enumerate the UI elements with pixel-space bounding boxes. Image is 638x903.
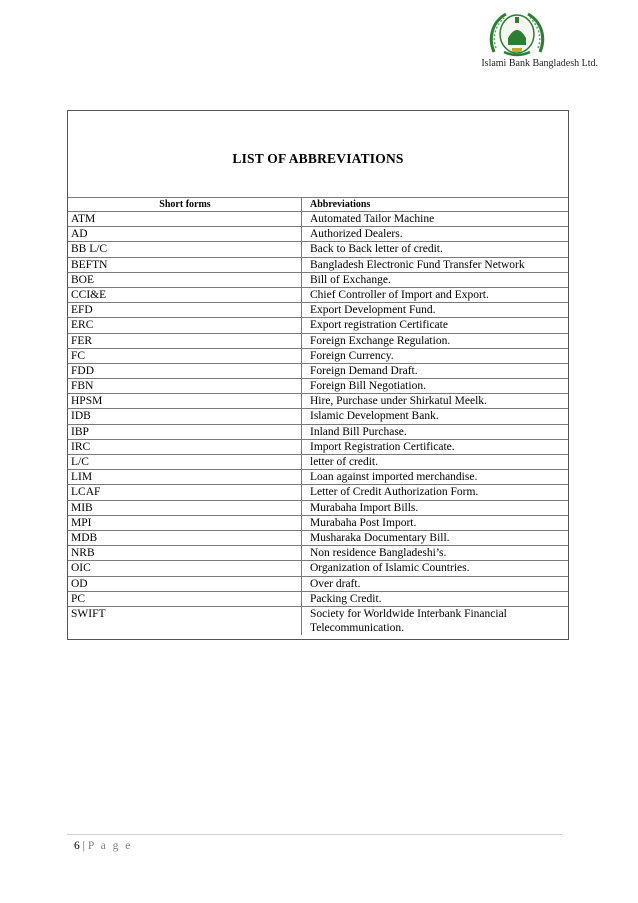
short-form-cell: BOE: [68, 272, 302, 287]
short-form-cell: EFD: [68, 303, 302, 318]
table-row: [68, 515, 568, 530]
table-row: [68, 409, 568, 424]
page-number: 6: [74, 840, 80, 852]
table-header-row: [68, 198, 568, 212]
short-form-cell: ERC: [68, 318, 302, 333]
abbreviation-cell: Non residence Bangladeshi’s.: [302, 546, 569, 561]
table-row: [68, 287, 568, 302]
table-row: [68, 363, 568, 378]
table-row: [68, 470, 568, 485]
table-row: [68, 303, 568, 318]
table-row: [68, 348, 568, 363]
abbreviation-cell: Inland Bill Purchase.: [302, 424, 569, 439]
abbreviation-cell: Foreign Exchange Regulation.: [302, 333, 569, 348]
table-row: [68, 500, 568, 515]
bank-name: Islami Bank Bangladesh Ltd.: [481, 58, 598, 69]
table-row: [68, 485, 568, 500]
table-row: [68, 424, 568, 439]
short-form-cell: SWIFT: [68, 606, 302, 635]
abbreviation-cell: letter of credit.: [302, 455, 569, 470]
abbreviations-table: [68, 197, 568, 635]
abbreviation-cell: Import Registration Certificate.: [302, 439, 569, 454]
table-row: [68, 333, 568, 348]
table-row: [68, 212, 568, 227]
short-form-cell: CCI&E: [68, 287, 302, 302]
short-form-cell: FER: [68, 333, 302, 348]
abbreviation-cell: Export registration Certificate: [302, 318, 569, 333]
column-header-short-forms: Short forms: [68, 198, 302, 212]
abbreviation-cell: Back to Back letter of credit.: [302, 242, 569, 257]
table-row: [68, 318, 568, 333]
abbreviation-cell: Organization of Islamic Countries.: [302, 561, 569, 576]
short-form-cell: MIB: [68, 500, 302, 515]
abbreviation-cell: Chief Controller of Import and Export.: [302, 287, 569, 302]
footer-separator: |: [82, 840, 85, 852]
abbreviation-cell: Islamic Development Bank.: [302, 409, 569, 424]
short-form-cell: NRB: [68, 546, 302, 561]
short-form-cell: MPI: [68, 515, 302, 530]
short-form-cell: AD: [68, 227, 302, 242]
short-form-cell: LCAF: [68, 485, 302, 500]
page-title: LIST OF ABBREVIATIONS: [232, 151, 404, 166]
table-row: [68, 227, 568, 242]
table-row: [68, 455, 568, 470]
abbreviation-cell: Foreign Currency.: [302, 348, 569, 363]
abbreviation-cell: Over draft.: [302, 576, 569, 591]
table-row: [68, 546, 568, 561]
table-row: [68, 379, 568, 394]
short-form-cell: BEFTN: [68, 257, 302, 272]
short-form-cell: MDB: [68, 530, 302, 545]
table-row: [68, 257, 568, 272]
table-row: [68, 576, 568, 591]
table-row: [68, 242, 568, 257]
footer-divider: [67, 834, 562, 835]
abbreviation-cell: Murabaha Import Bills.: [302, 500, 569, 515]
abbreviation-cell: Loan against imported merchandise.: [302, 470, 569, 485]
short-form-cell: IRC: [68, 439, 302, 454]
short-form-cell: IDB: [68, 409, 302, 424]
abbreviation-cell: Society for Worldwide Interbank Financial Telecommunication.: [302, 606, 569, 635]
abbreviation-cell: Packing Credit.: [302, 591, 569, 606]
page-label: P a g e: [87, 840, 133, 852]
abbreviation-cell: Export Development Fund.: [302, 303, 569, 318]
abbreviation-cell: Automated Tailor Machine: [302, 212, 569, 227]
short-form-cell: FBN: [68, 379, 302, 394]
abbreviations-box: [67, 110, 569, 640]
table-row: [68, 439, 568, 454]
abbreviation-cell: Musharaka Documentary Bill.: [302, 530, 569, 545]
short-form-cell: HPSM: [68, 394, 302, 409]
abbreviation-cell: Bill of Exchange.: [302, 272, 569, 287]
short-form-cell: PC: [68, 591, 302, 606]
abbreviation-cell: Authorized Dealers.: [302, 227, 569, 242]
table-row: [68, 530, 568, 545]
abbreviation-cell: Foreign Bill Negotiation.: [302, 379, 569, 394]
abbreviation-cell: Bangladesh Electronic Fund Transfer Network: [302, 257, 569, 272]
short-form-cell: LIM: [68, 470, 302, 485]
abbreviation-cell: Letter of Credit Authorization Form.: [302, 485, 569, 500]
column-header-abbreviations: Abbreviations: [302, 198, 569, 212]
short-form-cell: IBP: [68, 424, 302, 439]
abbreviation-cell: Murabaha Post Import.: [302, 515, 569, 530]
short-form-cell: FDD: [68, 363, 302, 378]
short-form-cell: FC: [68, 348, 302, 363]
table-row: [68, 591, 568, 606]
table-row: [68, 272, 568, 287]
short-form-cell: OIC: [68, 561, 302, 576]
short-form-cell: ATM: [68, 212, 302, 227]
abbreviation-cell: Hire, Purchase under Shirkatul Meelk.: [302, 394, 569, 409]
page-footer: [74, 840, 132, 852]
short-form-cell: BB L/C: [68, 242, 302, 257]
table-row: [68, 561, 568, 576]
short-form-cell: OD: [68, 576, 302, 591]
table-row: [68, 394, 568, 409]
bank-logo-icon: [486, 8, 548, 58]
abbreviation-cell: Foreign Demand Draft.: [302, 363, 569, 378]
short-form-cell: L/C: [68, 455, 302, 470]
table-row: [68, 606, 568, 635]
